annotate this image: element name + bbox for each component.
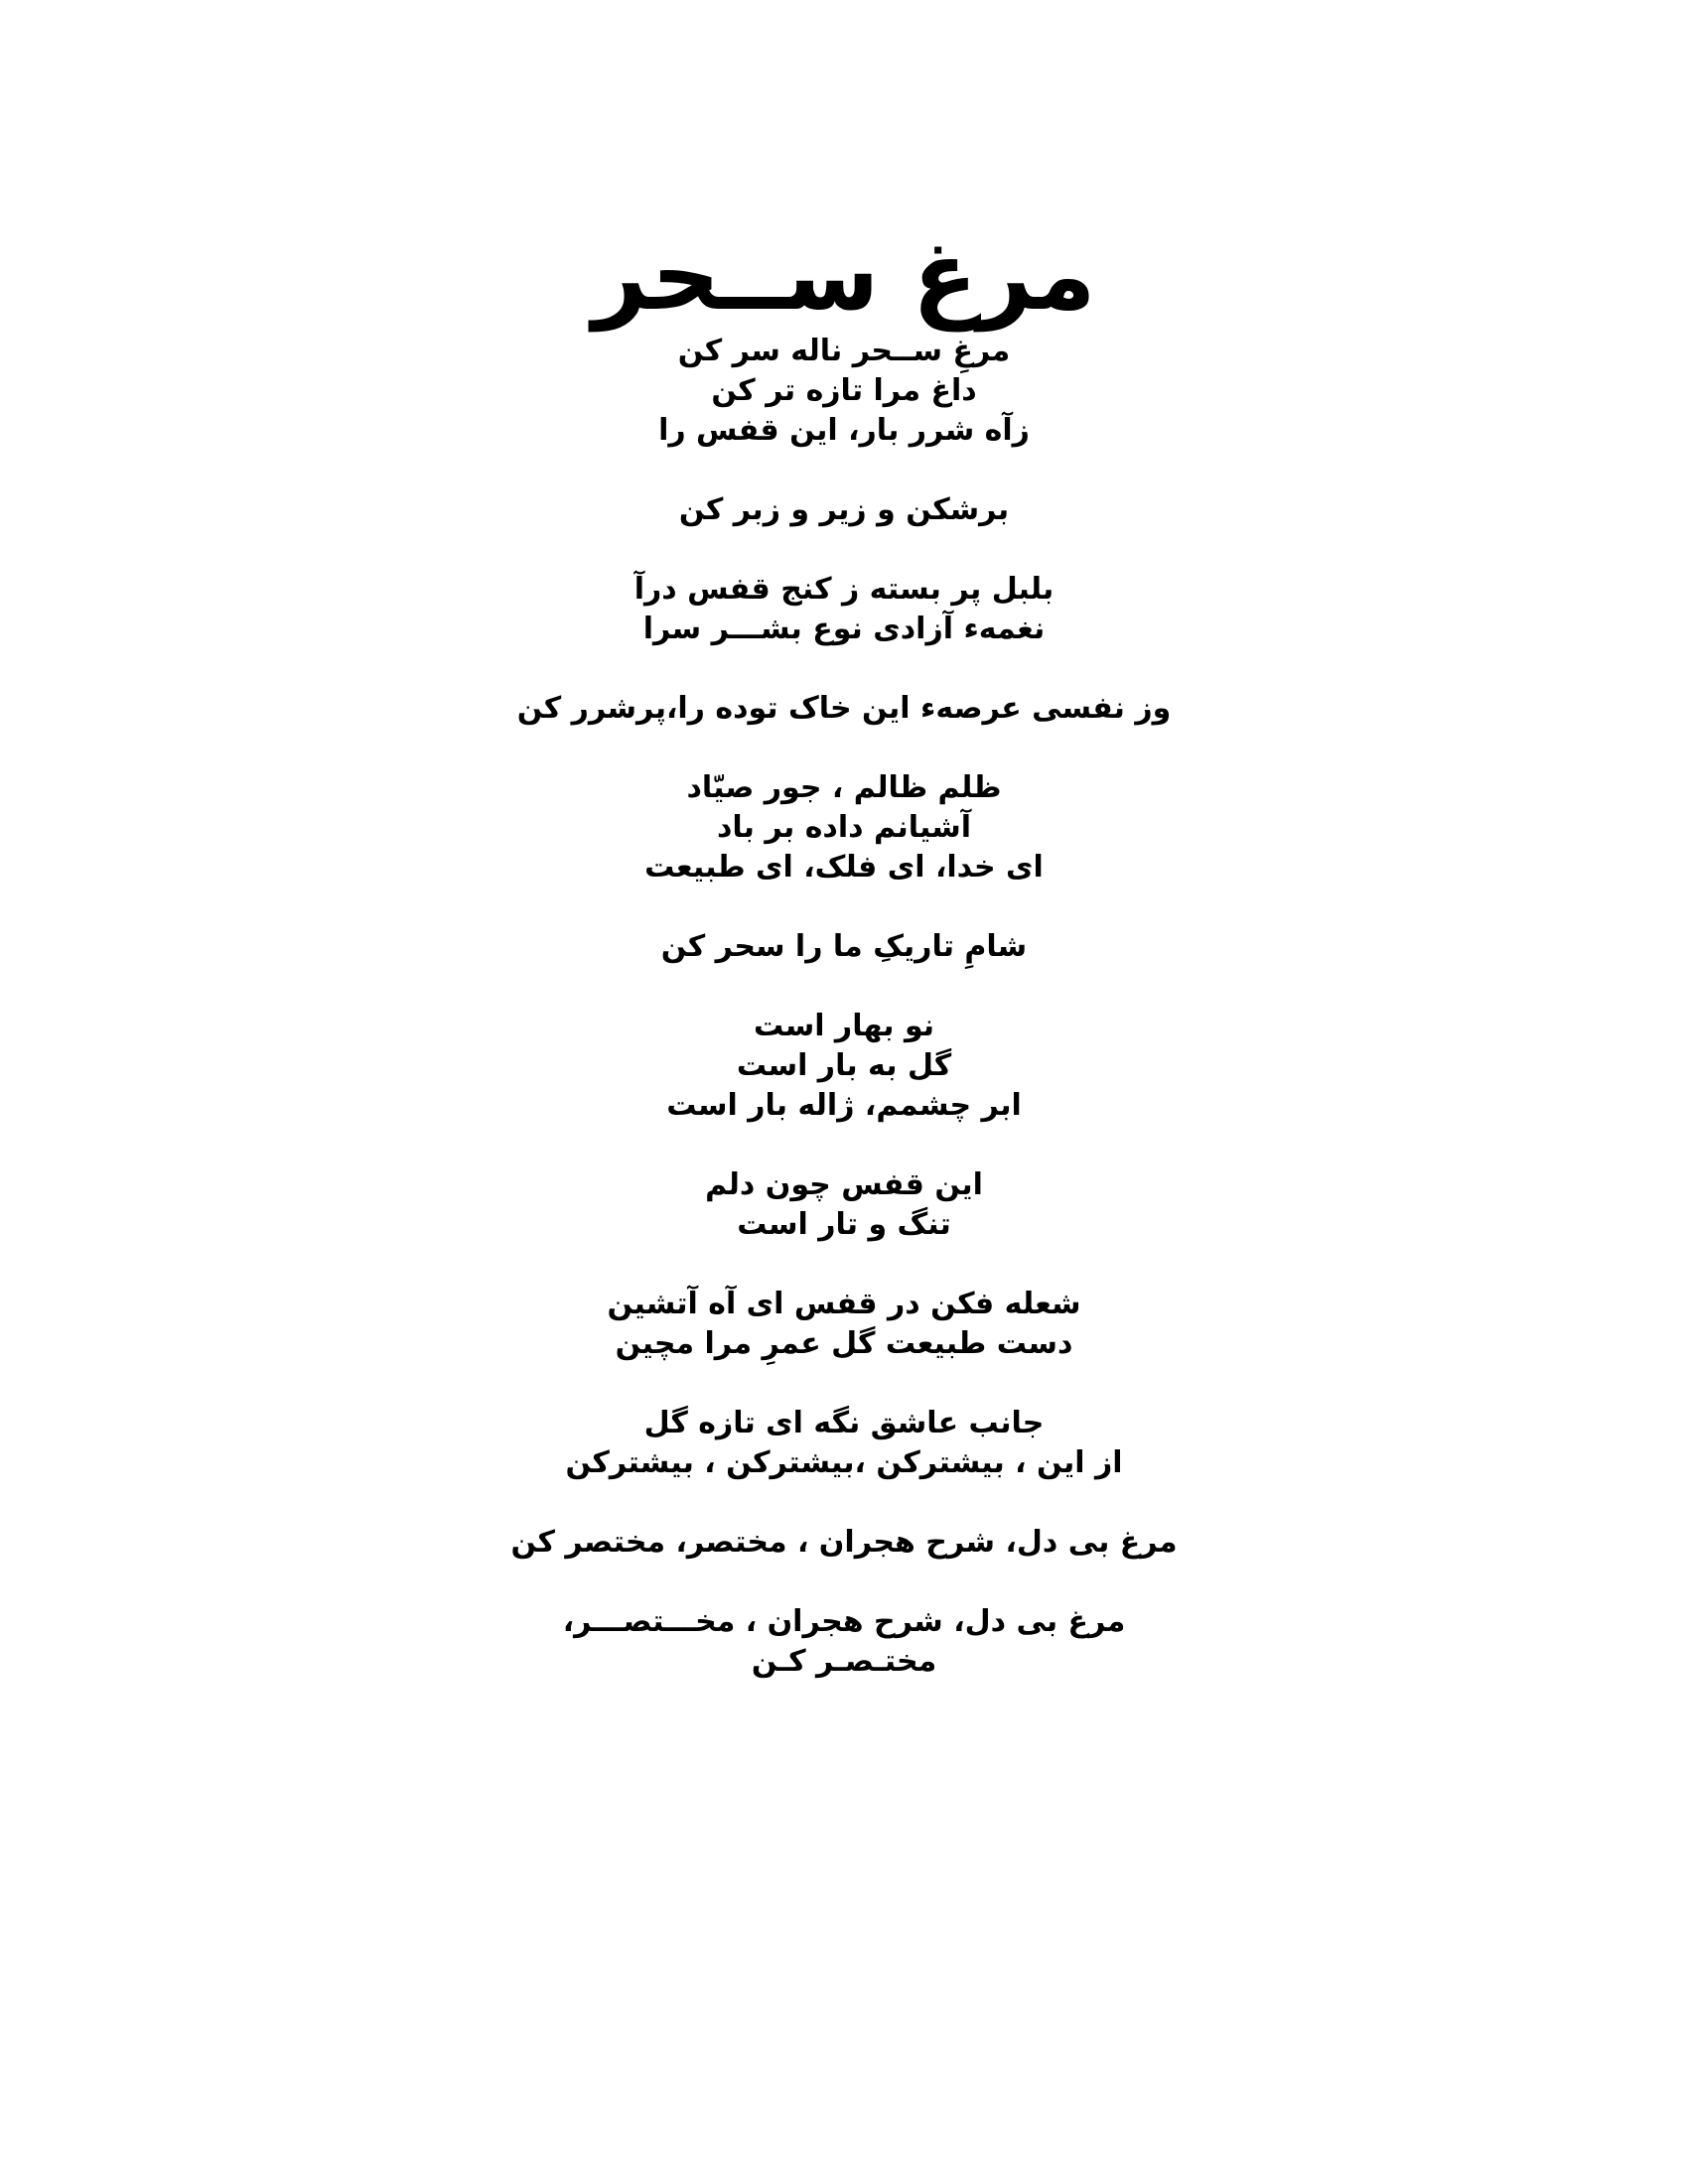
- poem-line: شعله فکن در قفس ای آه آتشین: [607, 1287, 1081, 1321]
- poem-line: آشیانم داده بر باد: [716, 810, 972, 845]
- poem-line: نو بهار است: [753, 1009, 935, 1043]
- poem-line: زآه شرر بار، این قفس را: [658, 413, 1030, 448]
- poem-line: ای خدا، ای فلک، ای طبیعت: [644, 850, 1044, 885]
- stanza: [0, 1165, 1688, 1245]
- poem-line: برشکن و زیر و زبر کن: [678, 492, 1010, 527]
- poem-line: جانب عاشق نگه ای تازه گل: [643, 1406, 1045, 1440]
- poem-line: ابر چشمم، ژاله بار است: [666, 1088, 1022, 1123]
- poem-line: تنگ و تار است: [737, 1207, 951, 1242]
- stanza: [0, 768, 1688, 887]
- stanza: [0, 689, 1688, 729]
- poem-line: از این ، بیشترکن ،بیشترکن ، بیشترکن: [565, 1445, 1123, 1480]
- poem-line: نغمهء آزادی نوع بشـــر سرا: [642, 612, 1046, 646]
- stanza: [0, 927, 1688, 967]
- stanza: [0, 1285, 1688, 1364]
- poem-line: مرغِ ســحر ناله سر کن: [677, 334, 1011, 368]
- poem: [0, 220, 1688, 1721]
- poem-line: گل به بار است: [736, 1048, 952, 1083]
- stanza: [0, 490, 1688, 530]
- poem-title: مرغ ســحر: [592, 220, 1096, 332]
- stanza: [0, 1404, 1688, 1483]
- poem-line: داغ مرا تازه تر کن: [711, 373, 977, 408]
- stanza: [0, 332, 1688, 451]
- stanza: [0, 1523, 1688, 1563]
- poem-line: ظلم ظالم ، جور صیّاد: [686, 770, 1002, 805]
- poem-line: شامِ تاریکِ ما را سحر کن: [660, 929, 1028, 964]
- poem-line: دست طبیعت گل عمرِ مرا مچین: [615, 1326, 1073, 1361]
- stanza: [0, 1007, 1688, 1126]
- poem-line: وز نفسی عرصهء این خاک توده را،پرشرر کن: [516, 691, 1172, 726]
- poem-line: مرغ بی دل، شرح هجران ، مخـــتصـــر،: [562, 1604, 1126, 1639]
- poem-line: مختـصـر کـن: [751, 1644, 937, 1679]
- poem-line: بلبل پر بسته ز کنج قفس درآ: [633, 572, 1055, 607]
- poem-line: مرغ بی دل، شرح هجران ، مختصر، مختصر کن: [510, 1525, 1178, 1560]
- poem-line: این قفس چون دلم: [705, 1167, 983, 1202]
- stanza: [0, 1602, 1688, 1682]
- stanza: [0, 570, 1688, 649]
